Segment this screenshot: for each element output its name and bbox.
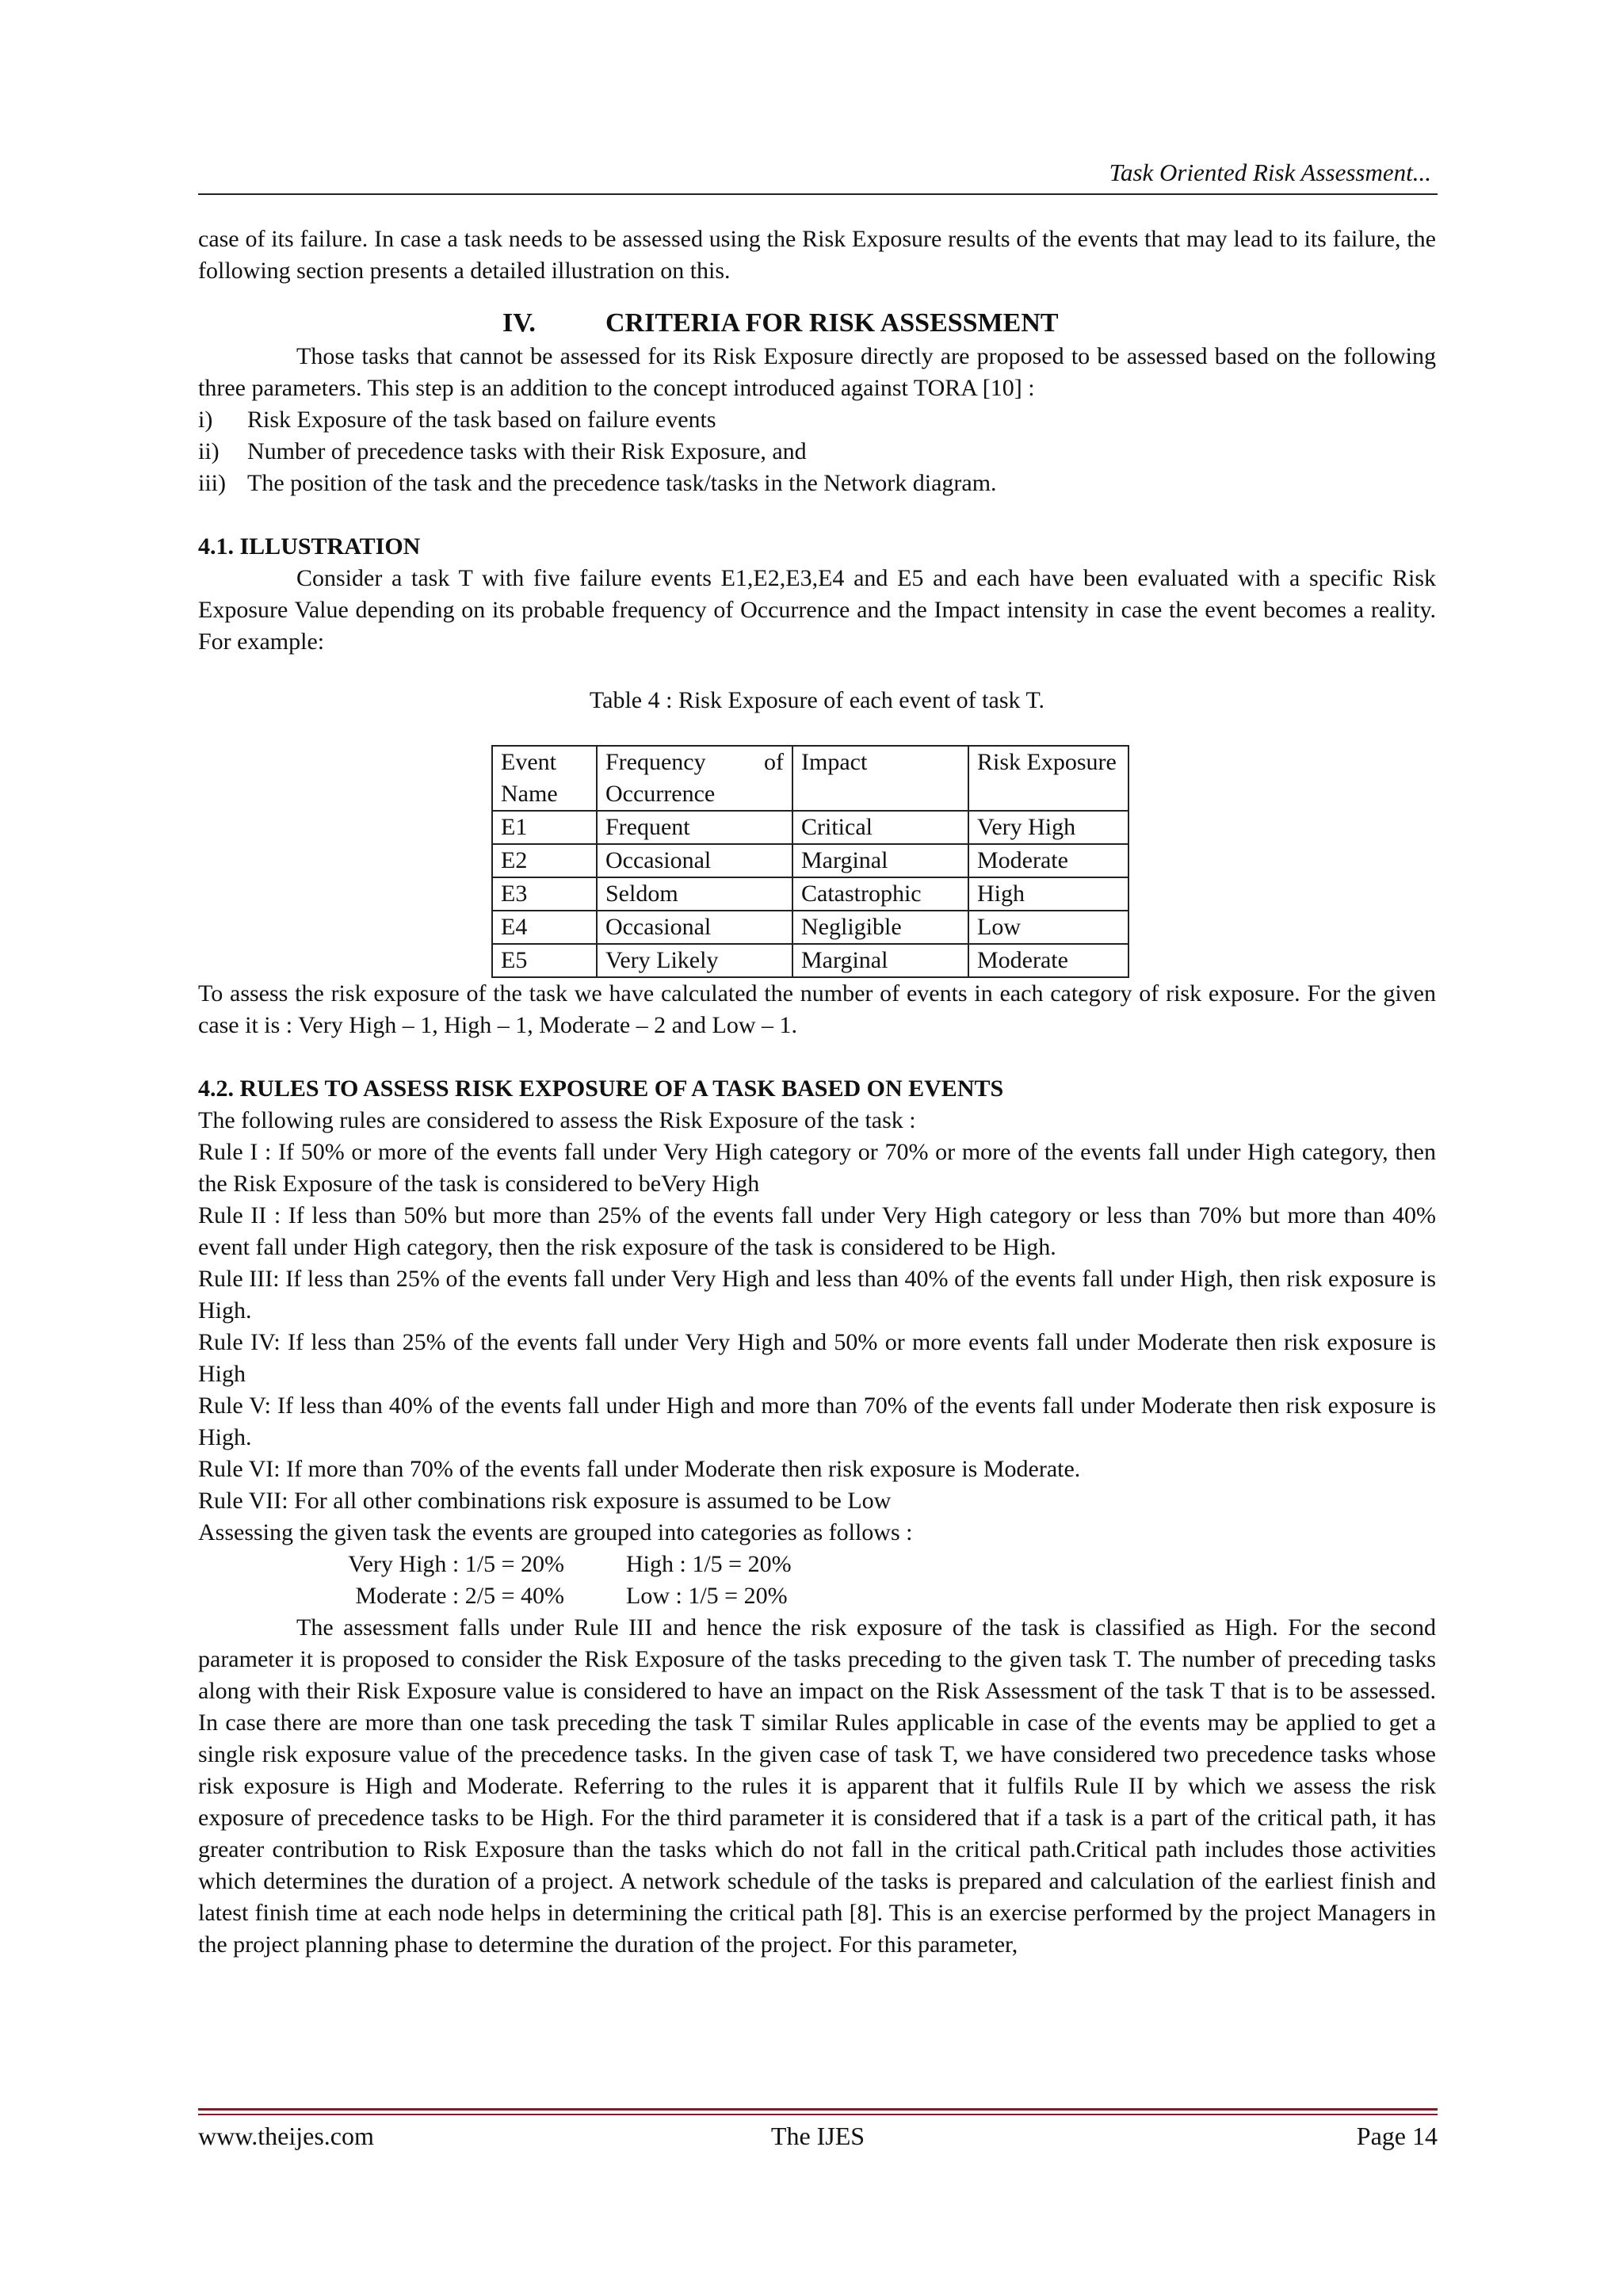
category-row: [198, 1580, 1436, 1612]
list-marker: i): [198, 407, 213, 433]
category-value: Very High : 1/5 = 20%: [348, 1551, 564, 1577]
rule-item: Rule V: If less than 40% of the events fall under High and more than 70% of the events fall under Moderate then risk exposure is High.: [198, 1392, 1436, 1450]
list-item: [198, 436, 1436, 468]
subsection-heading: 4.2. RULES TO ASSESS RISK EXPOSURE OF A TASK BASED ON EVENTS: [198, 1075, 1004, 1102]
table-cell: Very High: [968, 811, 1128, 844]
list-item-text: Number of precedence tasks with their Risk Exposure, and: [247, 438, 807, 464]
parameter-list: [198, 404, 1436, 499]
table-row: [492, 911, 1128, 944]
table-cell: E5: [492, 944, 597, 977]
table-cell: Critical: [792, 811, 968, 844]
category-value: Moderate : 2/5 = 40%: [355, 1583, 564, 1609]
category-row: [198, 1549, 1436, 1580]
intro-paragraph: case of its failure. In case a task needs to be assessed using the Risk Exposure results of the events that may lead to its failure, the following section presents a detailed illustration on this.: [198, 226, 1436, 284]
header-divider: [198, 193, 1438, 195]
rule-item: Rule II : If less than 50% but more than 25% of the events fall under Very High category or less than 70% but more than 40% event fall under High category, then the risk exposure of the task is considered to be High.: [198, 1202, 1436, 1260]
rules-intro: The following rules are considered to assess the Risk Exposure of the task :: [198, 1107, 916, 1133]
running-header: Task Oriented Risk Assessment...: [1109, 159, 1431, 186]
table-row: [492, 811, 1128, 844]
risk-exposure-table: [491, 745, 1129, 978]
table-cell: Low: [968, 911, 1128, 944]
table-header-cell: Risk Exposure: [968, 746, 1128, 811]
table-cell: Very Likely: [597, 944, 792, 977]
table-cell: Frequent: [597, 811, 792, 844]
table-cell: Negligible: [792, 911, 968, 944]
list-item: [198, 468, 1436, 499]
section-heading: [198, 306, 1436, 341]
table-header-cell: Frequency of Occurrence: [597, 746, 792, 811]
section-paragraph: Those tasks that cannot be assessed for its Risk Exposure directly are proposed to be assessed based on the following three parameters. This step is an addition to the concept introduced against TORA [10] :: [198, 343, 1436, 401]
table-cell: Catastrophic: [792, 877, 968, 911]
rule-item: Rule III: If less than 25% of the events fall under Very High and less than 40% of the events fall under High, then risk exposure is High.: [198, 1266, 1436, 1324]
table-cell: E3: [492, 877, 597, 911]
assess-intro: Assessing the given task the events are grouped into categories as follows :: [198, 1519, 913, 1545]
table-cell: Occasional: [597, 844, 792, 877]
list-item-text: Risk Exposure of the task based on failure events: [247, 407, 716, 433]
table-row: [492, 877, 1128, 911]
table-header-cell: Event Name: [492, 746, 597, 811]
category-value: High : 1/5 = 20%: [626, 1551, 792, 1577]
footer-page-number: Page 14: [1356, 2122, 1438, 2150]
main-content: [198, 223, 1436, 1961]
table-row: [492, 844, 1128, 877]
list-item-text: The position of the task and the precedence task/tasks in the Network diagram.: [247, 470, 997, 496]
table-cell: E1: [492, 811, 597, 844]
closing-paragraph: The assessment falls under Rule III and hence the risk exposure of the task is classified as High. For the second parameter it is proposed to consider the Risk Exposure of the tasks preceding to the given task T. The number of preceding tasks along with their Risk Exposure value is considered to have an impact on the Risk Assessment of the task T that is to be assessed. In case there are more than one task preceding the task T similar Rules applicable in case of the events may be applied to get a single risk exposure value of the precedence tasks. In the given case of task T, we have considered two precedence tasks whose risk exposure is High and Moderate. Referring to the rules it is apparent that it fulfils Rule II by which we assess the risk exposure of precedence tasks to be High. For the third parameter it is considered that if a task is a part of the critical path, it has greater contribution to Risk Exposure than the tasks which do not fall in the critical path.Critical path includes those activities which determines the duration of a project. A network schedule of the tasks is prepared and calculation of the earliest finish and latest finish time at each node helps in determining the critical path [8]. This is an exercise performed by the project Managers in the project planning phase to determine the duration of the project. For this parameter,: [198, 1614, 1436, 1958]
table-cell: Marginal: [792, 844, 968, 877]
section-title: CRITERIA FOR RISK ASSESSMENT: [605, 308, 1059, 338]
rule-item: Rule VI: If more than 70% of the events fall under Moderate then risk exposure is Moderate.: [198, 1456, 1081, 1482]
rule-item: Rule I : If 50% or more of the events fall under Very High category or 70% or more of the events fall under High category, then the Risk Exposure of the task is considered to beVery High: [198, 1139, 1436, 1197]
table-cell: Occasional: [597, 911, 792, 944]
table-cell: E2: [492, 844, 597, 877]
table-header-cell: Impact: [792, 746, 968, 811]
table-row: [492, 944, 1128, 977]
table-cell: Moderate: [968, 844, 1128, 877]
table-cell: High: [968, 877, 1128, 911]
footer-website: www.theijes.com: [198, 2122, 374, 2150]
list-marker: ii): [198, 438, 220, 464]
illustration-paragraph: Consider a task T with five failure events E1,E2,E3,E4 and E5 and each have been evaluated with a specific Risk Exposure Value depending on its probable frequency of Occurrence and the Impact intensity in case the event becomes a reality. For example:: [198, 565, 1436, 655]
table-cell: Seldom: [597, 877, 792, 911]
table-cell: Moderate: [968, 944, 1128, 977]
rule-item: Rule VII: For all other combinations risk exposure is assumed to be Low: [198, 1488, 892, 1514]
footer-divider: [198, 2108, 1438, 2111]
footer-divider: [198, 2114, 1438, 2115]
table-header-row: [492, 746, 1128, 811]
after-table-paragraph: To assess the risk exposure of the task we have calculated the number of events in each category of risk exposure. For the given case it is : Very High – 1, High – 1, Moderate – 2 and Low – 1.: [198, 980, 1436, 1038]
table-caption: Table 4 : Risk Exposure of each event of task T.: [589, 687, 1045, 713]
list-marker: iii): [198, 470, 226, 496]
category-value: Low : 1/5 = 20%: [626, 1583, 788, 1609]
table-cell: E4: [492, 911, 597, 944]
footer-journal: The IJES: [770, 2122, 865, 2150]
rule-item: Rule IV: If less than 25% of the events fall under Very High and 50% or more events fall under Moderate then risk exposure is High: [198, 1329, 1436, 1387]
subsection-heading: 4.1. ILLUSTRATION: [198, 533, 421, 560]
section-number: IV.: [502, 308, 536, 338]
list-item: [198, 404, 1436, 436]
table-cell: Marginal: [792, 944, 968, 977]
category-breakdown: [198, 1549, 1436, 1612]
